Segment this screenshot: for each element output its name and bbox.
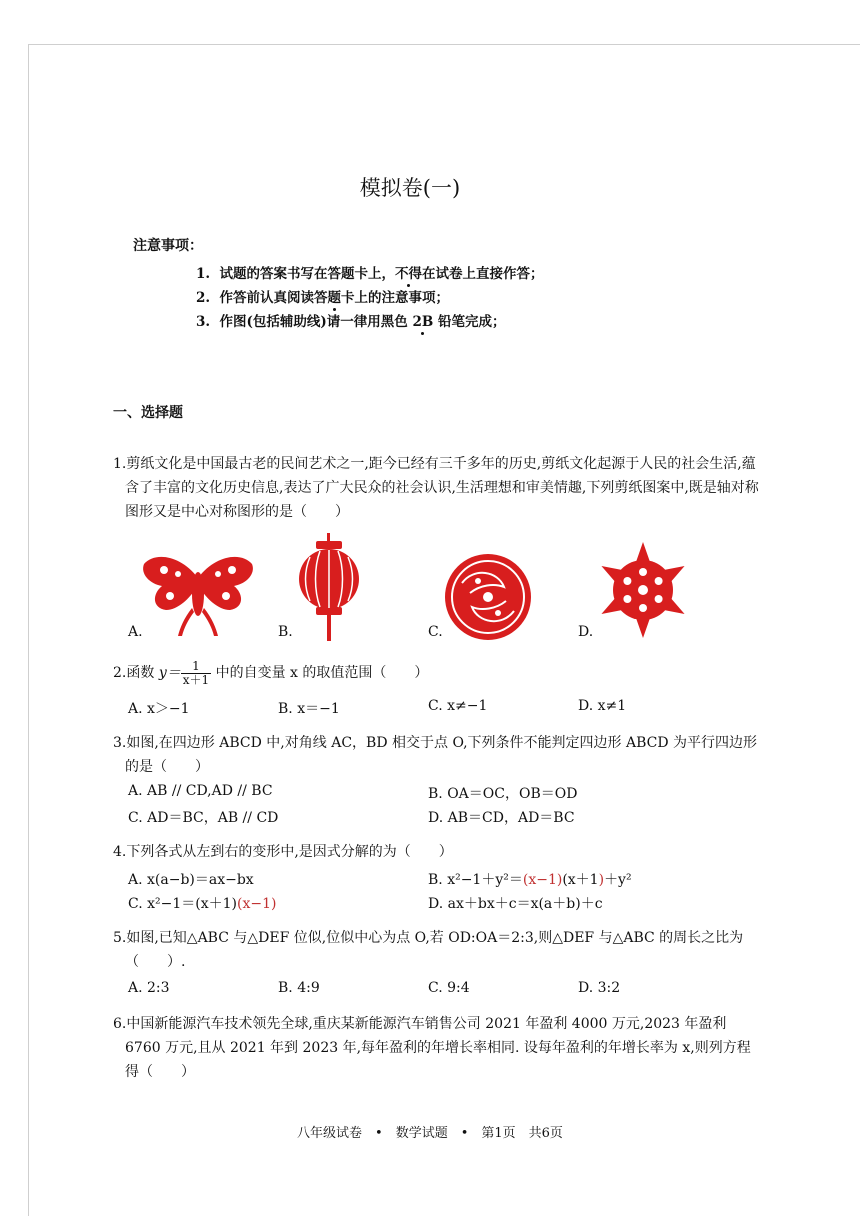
section-heading: 一、选择题: [113, 405, 183, 421]
q4-option-b: B. x²−1＋y²＝(x−1)(x＋1)＋y²: [428, 872, 632, 888]
question-5: [113, 926, 763, 974]
q2-option-c: C. x≠−1: [428, 698, 488, 714]
page-footer: 八年级试卷 • 数学试题 • 第1页 共6页: [297, 1126, 563, 1141]
question-1: [113, 452, 763, 524]
fish-circle-papercut-image: [444, 553, 532, 641]
notice-heading: 注意事项：: [133, 238, 203, 254]
q2-option-a: A. x＞−1: [128, 701, 190, 717]
question-2: 2.函数 y＝ $\frac{1}{x+1}$ 中的自变量 x 的取值范围（ ）: [113, 658, 429, 687]
q4-option-c: C. x²−1＝(x＋1)(x−1): [128, 896, 277, 912]
question-3: [113, 731, 763, 779]
q2-option-b: B. x＝−1: [278, 701, 340, 717]
question-6-text: 6.中国新能源汽车技术领先全球,重庆某新能源汽车销售公司 2021 年盈利 4000 万元,2023 年盈利 6760 万元,且从 2021 年到 2023 年,每年盈利的年增长率相同. 设每年盈利的年增长率为 x,则列方程得（ ）: [113, 1016, 751, 1080]
butterfly-papercut-image: [140, 548, 256, 638]
snowflake-papercut-image: [596, 540, 690, 640]
q3-option-a: A. AB // CD,AD // BC: [128, 783, 273, 799]
option-label-d: D.: [578, 624, 594, 640]
notice-item-1: 1. 试题的答案书写在答题卡上，不得在试卷上直接作答；: [196, 266, 544, 282]
question-5-text: 5.如图,已知△ABC 与△DEF 位似,位似中心为点 O,若 OD:OA＝2:3,则△DEF 与△ABC 的周长之比为（ ）.: [113, 930, 744, 970]
q2-option-d: D. x≠1: [578, 698, 627, 714]
q5-option-d: D. 3:2: [578, 980, 621, 996]
question-6: [113, 1012, 763, 1084]
page-border-left: [28, 44, 29, 1216]
question-3-text: 3.如图,在四边形 ABCD 中,对角线 AC，BD 相交于点 O,下列条件不能判定四边形 ABCD 为平行四边形的是（ ）: [113, 735, 758, 775]
fraction: $\frac{1}{x+1}$: [182, 658, 210, 687]
page-border-top: [28, 44, 860, 45]
q5-option-a: A. 2:3: [128, 980, 170, 996]
option-label-b: B.: [278, 624, 293, 640]
notice-item-2: 2. 作答前认真阅读答题卡上的注意事项；: [196, 290, 449, 306]
question-4: [113, 840, 763, 864]
q3-option-d: D. AB＝CD，AD＝BC: [428, 810, 575, 826]
page-title: 模拟卷(一): [359, 176, 461, 200]
q5-option-b: B. 4:9: [278, 980, 320, 996]
q4-option-a: A. x(a−b)＝ax−bx: [128, 872, 254, 888]
question-1-text: 1.剪纸文化是中国最古老的民间艺术之一,距今已经有三千多年的历史,剪纸文化起源于人民的社会生活,蕴含了丰富的文化历史信息,表达了广大民众的社会认识,生活理想和审美情趣,下列剪纸图案中,既是轴对称图形又是中心对称图形的是（ ）: [113, 456, 759, 520]
notice-item-3: 3. 作图(包括辅助线)请一律用黑色 2B 铅笔完成；: [196, 314, 506, 330]
option-label-c: C.: [428, 624, 443, 640]
q5-option-c: C. 9:4: [428, 980, 470, 996]
lantern-papercut-image: [296, 533, 362, 641]
q3-option-c: C. AD＝BC，AB // CD: [128, 810, 279, 826]
q3-option-b: B. OA＝OC，OB＝OD: [428, 786, 578, 802]
question-4-text: 4.下列各式从左到右的变形中,是因式分解的为（ ）: [113, 844, 453, 860]
q4-option-d: D. ax＋bx＋c＝x(a＋b)＋c: [428, 896, 603, 912]
option-label-a: A.: [128, 624, 143, 640]
